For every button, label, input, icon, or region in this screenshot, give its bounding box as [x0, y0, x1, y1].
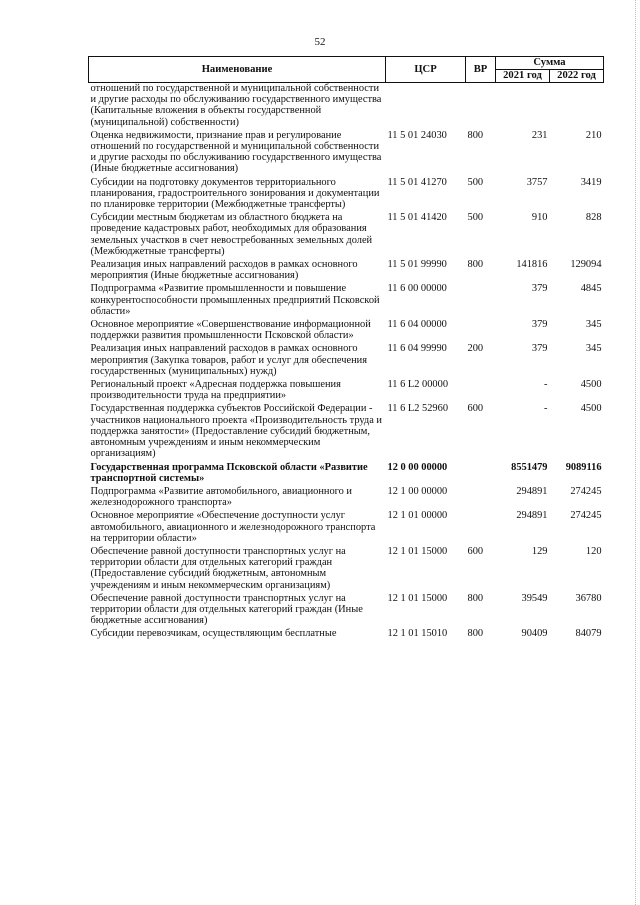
cell-csr: 12 1 01 00000 [387, 510, 448, 522]
cell-2021: 294891 [516, 510, 548, 522]
cell-name: Подпрограмма «Развитие автомобильного, авиационного и железнодорожного транспорта» [90, 485, 352, 509]
cell-vr: 500 [467, 212, 484, 224]
cell-2022: 4500 [580, 379, 602, 391]
table-row [89, 379, 604, 403]
table-row [89, 283, 604, 319]
cell-vr: 500 [467, 176, 484, 188]
cell-name: отношений по государственной и муниципальной собственности и другие расходы по обслуживанию государственного имущества (Капитальные вложения в объекты государственной (муниципальной) собственности) [90, 83, 382, 128]
cell-2022: 4500 [580, 403, 602, 415]
table-row [89, 403, 604, 461]
cell-csr: 11 6 00 00000 [387, 283, 447, 295]
header-name: Наименование [89, 57, 386, 83]
cell-vr [466, 319, 496, 343]
cell-2022: 9089116 [565, 461, 602, 473]
cell-2021: 379 [531, 343, 548, 355]
cell-name: Реализация иных направлений расходов в рамках основного мероприятия (Закупка товаров, работ и услуг для обеспечения государственных (муниципальных) нужд) [90, 343, 367, 377]
table-row [89, 593, 604, 629]
table-row [89, 177, 604, 213]
table-row [89, 130, 604, 177]
header-csr: ЦСР [386, 57, 466, 83]
cell-name: Подпрограмма «Развитие промышленности и повышение конкурентоспособности промышленных предприятий Псковской области» [90, 283, 380, 317]
cell-csr: 11 6 04 00000 [387, 319, 447, 331]
cell-2022: 210 [585, 129, 602, 141]
cell-csr: 11 6 L2 52960 [387, 403, 449, 415]
cell-csr: 12 1 00 00000 [387, 485, 448, 497]
cell-vr: 800 [467, 592, 484, 604]
cell-2022: 84079 [575, 628, 602, 640]
cell-csr: 11 5 01 99990 [387, 259, 447, 271]
cell-2021: - [544, 379, 548, 391]
cell-2021: 379 [531, 283, 548, 295]
cell-2022: 828 [585, 212, 602, 224]
cell-2022 [550, 83, 604, 130]
cell-vr: 800 [467, 259, 484, 271]
cell-vr [466, 510, 496, 546]
cell-vr: 200 [467, 343, 484, 355]
cell-2022: 345 [585, 343, 602, 355]
cell-csr: 11 5 01 41270 [387, 176, 447, 188]
header-2022: 2022 год [550, 70, 604, 83]
cell-name: Государственная поддержка субъектов Российской Федерации - участников национального проекта «Производительность труда и поддержка занятости» (Предоставление субсидий бюджетным, автономным учреждениям и иным некоммерческим организациям) [90, 403, 382, 460]
table-row [89, 510, 604, 546]
cell-2021: 910 [531, 212, 548, 224]
table-row [89, 83, 604, 130]
cell-name: Обеспечение равной доступности транспортных услуг на территории области для отдельных категорий граждан (Предоставление субсидий бюджетным, автономным учреждениям и иным некоммерческим организациям) [90, 545, 346, 591]
table-row [89, 343, 604, 379]
cell-name: Субсидии на подготовку документов территориального планирования, градостроительного зонирования и документации по планировке территории (Межбюджетные трансферты) [90, 176, 380, 211]
cell-name: Обеспечение равной доступности транспортных услуг на территории области для отдельных категорий граждан (Иные бюджетные ассигнования) [90, 592, 363, 627]
cell-csr: 11 6 04 99990 [387, 343, 447, 355]
cell-2021: 3757 [526, 176, 548, 188]
cell-vr: 800 [467, 628, 484, 640]
table-row [89, 259, 604, 283]
cell-name: Субсидии перевозчикам, осуществляющим бесплатные [90, 628, 337, 640]
cell-2021: 141816 [516, 259, 548, 271]
cell-2022: 345 [585, 319, 602, 331]
cell-2021: - [544, 403, 548, 415]
cell-2022: 4845 [580, 283, 602, 295]
cell-2021: 8551479 [511, 461, 548, 473]
cell-vr [466, 283, 496, 319]
page-edge-marks [631, 0, 636, 905]
cell-name: Основное мероприятие «Обеспечение доступности услуг автомобильного, авиационного и железнодорожного транспорта на территории области» [90, 510, 376, 544]
table-body [89, 83, 604, 642]
cell-csr: 11 5 01 24030 [387, 129, 447, 141]
cell-vr [466, 462, 496, 486]
cell-csr: 12 1 01 15010 [387, 628, 448, 640]
table-row [89, 628, 604, 641]
budget-table [88, 56, 604, 642]
cell-vr: 800 [467, 129, 484, 141]
cell-csr: 12 0 00 00000 [387, 461, 448, 473]
cell-2022: 36780 [575, 592, 602, 604]
cell-2021: 231 [531, 129, 548, 141]
cell-name: Субсидии местным бюджетам из областного бюджета на проведение кадастровых работ, необходимых для образования земельных участков в счет невостребованных земельных долей (Межбюджетные трансферты) [90, 212, 373, 257]
cell-name: Оценка недвижимости, признание прав и регулирование отношений по государственной и муниципальной собственности и другие расходы по обслуживанию государственного имущества (Иные бюджетные ассигнования) [90, 129, 382, 175]
header-vr: ВР [466, 57, 496, 83]
cell-vr [466, 83, 496, 130]
cell-name: Региональный проект «Адресная поддержка повышения производительности труда на предприятии» [90, 379, 341, 402]
cell-2022: 129094 [570, 259, 602, 271]
cell-name: Государственная программа Псковской области «Развитие транспортной системы» [90, 461, 368, 484]
cell-name: Реализация иных направлений расходов в рамках основного мероприятия (Иные бюджетные ассигнования) [90, 259, 358, 282]
cell-vr [466, 486, 496, 510]
cell-csr: 12 1 01 15000 [387, 592, 448, 604]
cell-name: Основное мероприятие «Совершенствование информационной поддержки развития промышленности Псковской области» [90, 319, 371, 342]
cell-2021: 294891 [516, 485, 548, 497]
cell-csr: 11 5 01 41420 [387, 212, 447, 224]
cell-2021: 129 [531, 545, 548, 557]
cell-2021: 379 [531, 319, 548, 331]
cell-2022: 3419 [580, 176, 602, 188]
table-header [89, 57, 604, 83]
page-number: 52 [314, 36, 326, 48]
cell-2021: 39549 [521, 592, 548, 604]
cell-vr [466, 379, 496, 403]
cell-csr [386, 83, 466, 130]
table-row [89, 486, 604, 510]
cell-2022: 120 [585, 545, 602, 557]
cell-vr: 600 [467, 545, 484, 557]
header-sum: Сумма [496, 57, 604, 70]
table-row [89, 212, 604, 259]
table-row [89, 462, 604, 486]
cell-2022: 274245 [570, 510, 602, 522]
table-row [89, 319, 604, 343]
cell-2022: 274245 [570, 485, 602, 497]
cell-vr: 600 [467, 403, 484, 415]
cell-csr: 12 1 01 15000 [387, 545, 448, 557]
header-2021: 2021 год [496, 70, 550, 83]
cell-csr: 11 6 L2 00000 [387, 379, 449, 391]
cell-2021: 90409 [521, 628, 548, 640]
table-row [89, 546, 604, 593]
cell-2021 [496, 83, 550, 130]
